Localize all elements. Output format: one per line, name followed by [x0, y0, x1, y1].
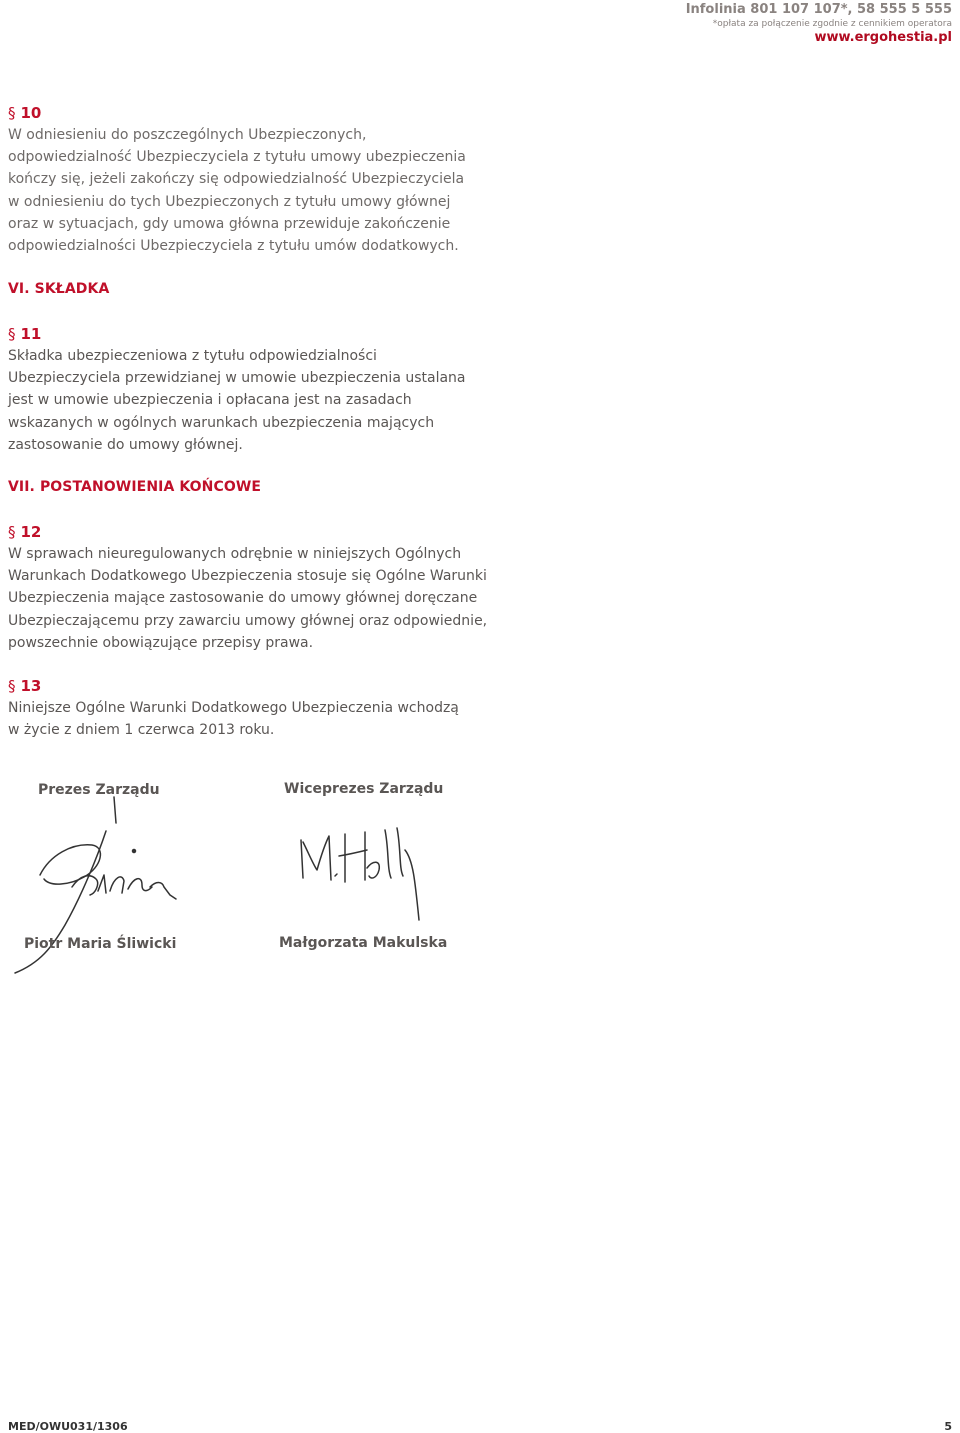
text-line: Ubezpieczenia mające zastosowanie do umowy głównej doręczane	[8, 590, 478, 607]
section-6-heading: VI. SKŁADKA	[8, 281, 110, 297]
paragraph-10-heading	[8, 104, 41, 122]
text-line: odpowiedzialność Ubezpieczyciela z tytułu umowy ubezpieczenia	[8, 149, 466, 166]
paragraph-11-heading	[8, 325, 41, 343]
paragraph-13-heading	[8, 677, 41, 695]
text-line: Warunkach Dodatkowego Ubezpieczenia stosuje się Ogólne Warunki	[8, 568, 487, 585]
paragraph-10-text	[8, 124, 466, 257]
text-line: oraz w sytuacjach, gdy umowa główna przewiduje zakończenie	[8, 215, 451, 232]
right-signature-title: Wiceprezes Zarządu	[284, 781, 444, 797]
website-link[interactable]: www.ergohestia.pl	[814, 30, 952, 45]
paragraph-symbol: §	[8, 104, 16, 122]
paragraph-number: 10	[20, 104, 42, 122]
paragraph-11-text	[8, 345, 466, 456]
text-line: Ubezpieczyciela przewidzianej w umowie ubezpieczenia ustalana	[8, 370, 466, 387]
right-handwritten-signature	[295, 820, 430, 930]
paragraph-number: 11	[20, 325, 42, 343]
paragraph-12-text	[8, 543, 487, 654]
paragraph-symbol: §	[8, 325, 16, 343]
paragraph-13-text	[8, 697, 459, 741]
paragraph-symbol: §	[8, 677, 16, 695]
right-signatory-name: Małgorzata Makulska	[279, 935, 448, 951]
text-line: odpowiedzialności Ubezpieczyciela z tytułu umów dodatkowych.	[8, 238, 459, 255]
paragraph-number: 12	[20, 523, 42, 541]
text-line: w odniesieniu do tych Ubezpieczonych z tytułu umowy głównej	[8, 193, 451, 210]
text-line: w życie z dniem 1 czerwca 2013 roku.	[8, 722, 275, 739]
document-code: MED/OWU031/1306	[8, 1420, 128, 1433]
text-line: Niniejsze Ogólne Warunki Dodatkowego Ubezpieczenia wchodzą	[8, 700, 459, 716]
text-line: zastosowanie do umowy głównej.	[8, 436, 243, 453]
paragraph-number: 13	[20, 677, 42, 695]
left-handwritten-signature	[10, 795, 180, 980]
left-signature-title: Prezes Zarządu	[38, 782, 160, 798]
text-line: Składka ubezpieczeniowa z tytułu odpowiedzialności	[8, 348, 377, 364]
page-number: 5	[944, 1420, 952, 1433]
text-line: wskazanych w ogólnych warunkach ubezpieczenia mających	[8, 414, 435, 431]
text-line: jest w umowie ubezpieczenia i opłacana jest na zasadach	[8, 392, 412, 409]
section-7-heading: VII. POSTANOWIENIA KOŃCOWE	[8, 479, 262, 495]
infolinia-phone: Infolinia 801 107 107*, 58 555 5 555	[685, 2, 952, 17]
call-cost-note: *opłata za połączenie zgodnie z cennikiem operatora	[712, 19, 952, 29]
paragraph-symbol: §	[8, 523, 16, 541]
text-line: powszechnie obowiązujące przepisy prawa.	[8, 634, 314, 651]
text-line: W odniesieniu do poszczególnych Ubezpieczonych,	[8, 127, 367, 143]
text-line: W sprawach nieuregulowanych odrębnie w niniejszych Ogólnych	[8, 546, 462, 562]
text-line: kończy się, jeżeli zakończy się odpowiedzialność Ubezpieczyciela	[8, 171, 465, 188]
paragraph-12-heading	[8, 523, 41, 541]
left-signatory-name: Piotr Maria Śliwicki	[24, 936, 177, 952]
text-line: Ubezpieczającemu przy zawarciu umowy głównej oraz odpowiednie,	[8, 612, 488, 629]
